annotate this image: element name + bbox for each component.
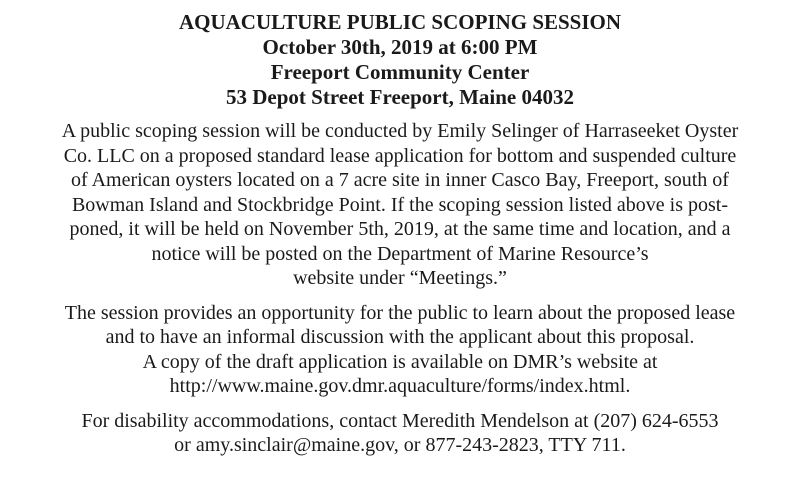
paragraph-line: http://www.maine.gov.dmr.aquaculture/forms/index.html. <box>169 375 631 397</box>
paragraph-line: The session provides an opportunity for the public to learn about the proposed lease <box>64 301 736 324</box>
session-address: 53 Depot Street Freeport, Maine 04032 <box>226 85 574 109</box>
paragraph-line: For disability accommodations, contact Meredith Mendelson at (207) 624-6553 <box>81 409 719 432</box>
paragraph-session-description <box>14 119 786 291</box>
paragraph-accommodations <box>14 409 786 458</box>
paragraph-session-purpose <box>14 301 786 399</box>
paragraph-line: of American oysters located on a 7 acre site in inner Casco Bay, Freeport, south of <box>71 169 729 191</box>
paragraph-line: or amy.sinclair@maine.gov, or 877-243-2823, TTY 711. <box>174 434 626 456</box>
session-venue: Freeport Community Center <box>270 60 530 84</box>
paragraph-line: Bowman Island and Stockbridge Point. If the scoping session listed above is post- <box>71 193 729 216</box>
paragraph-line: poned, it will be held on November 5th, 2019, at the same time and location, and a <box>69 218 731 240</box>
paragraph-line: and to have an informal discussion with the applicant about this proposal. <box>105 326 695 348</box>
notice-header <box>14 10 786 110</box>
paragraph-line: notice will be posted on the Department of Marine Resource’s <box>151 242 649 265</box>
paragraph-line: A public scoping session will be conducted by Emily Selinger of Harraseeket Oyster <box>61 120 739 142</box>
notice-title: AQUACULTURE PUBLIC SCOPING SESSION <box>178 10 622 34</box>
session-date-time: October 30th, 2019 at 6:00 PM <box>262 35 538 59</box>
paragraph-line: Co. LLC on a proposed standard lease application for bottom and suspended culture <box>63 144 737 167</box>
paragraph-line: website under “Meetings.” <box>293 267 507 289</box>
paragraph-line: A copy of the draft application is available on DMR’s website at <box>142 350 658 373</box>
